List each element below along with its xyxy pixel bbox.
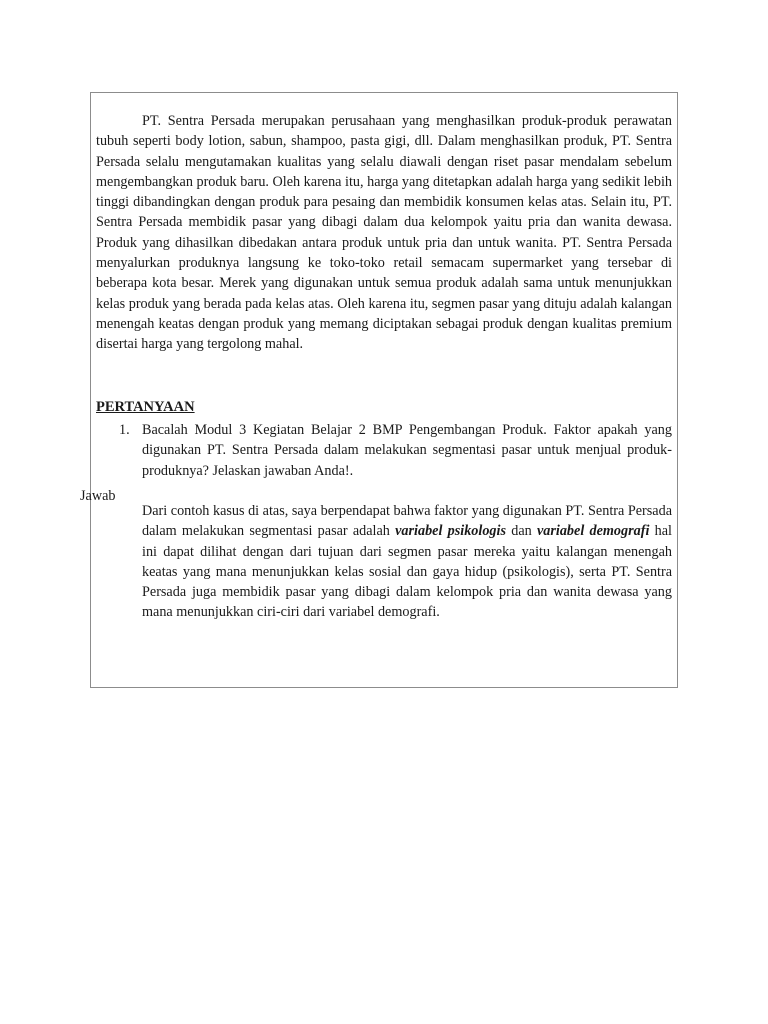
answer-text-part-1: Dari contoh kasus di atas, saya berpendapat bahwa faktor yang digunakan PT. Sentra Persada dalam melakukan segmentasi pasar adalah [142,503,672,540]
question-number: 1. [119,422,130,438]
answer-paragraph [142,501,672,623]
answer-text-part-2: dan [506,523,537,540]
answer-term-demografi: variabel demografi [536,523,650,540]
question-text: Bacalah Modul 3 Kegiatan Belajar 2 BMP Pengembangan Produk. Faktor apakah yang digunakan PT. Sentra Persada dalam melakukan segmentasi pasar untuk menjual produk-produknya? Jelaskan jawaban Anda!. [142,422,672,479]
answer-label: Jawab [80,488,116,504]
case-description-paragraph: PT. Sentra Persada merupakan perusahaan yang menghasilkan produk-produk perawatan tubuh seperti body lotion, sabun, shampoo, pasta gigi, dll. Dalam menghasilkan produk, PT. Sentra Persada selalu mengutamakan kualitas yang selalu diawali dengan riset pasar mendalam sebelum mengembangkan produk baru. Oleh karena itu, harga yang ditetapkan adalah harga yang sedikit lebih tinggi dibandingkan dengan produk para pesaing dan membidik konsumen kelas atas. Selain itu, PT. Sentra Persada membidik pasar yang dibagi dalam dua kelompok yaitu pria dan wanita dewasa. Produk yang dihasilkan dibedakan antara produk untuk pria dan untuk wanita. PT. Sentra Persada menyalurkan produknya langsung ke toko-toko retail semacam supermarket yang tersebar di beberapa kota besar. Merek yang digunakan untuk semua produk adalah sama untuk menunjukkan kelas produk yang berada pada kelas atas. Oleh karena itu, segmen pasar yang dituju adalah kalangan menengah keatas dengan produk yang memang diciptakan sebagai produk dengan kualitas premium disertai harga yang tergolong mahal. [96,113,672,353]
answer-term-psikologis: variabel psikologis [395,523,506,540]
section-heading: PERTANYAAN [96,399,195,415]
answer-text-part-3: hal ini dapat dilihat dengan dari tujuan dari segmen pasar mereka yaitu kalangan menengah keatas yang mana menunjukkan kelas sosial dan gaya hidup (psikologis), serta PT. Sentra Persada juga membidik pasar yang dibagi dalam kelompok pria dan wanita dewasa yang mana menunjukkan ciri-ciri dari variabel demografi. [142,523,672,621]
